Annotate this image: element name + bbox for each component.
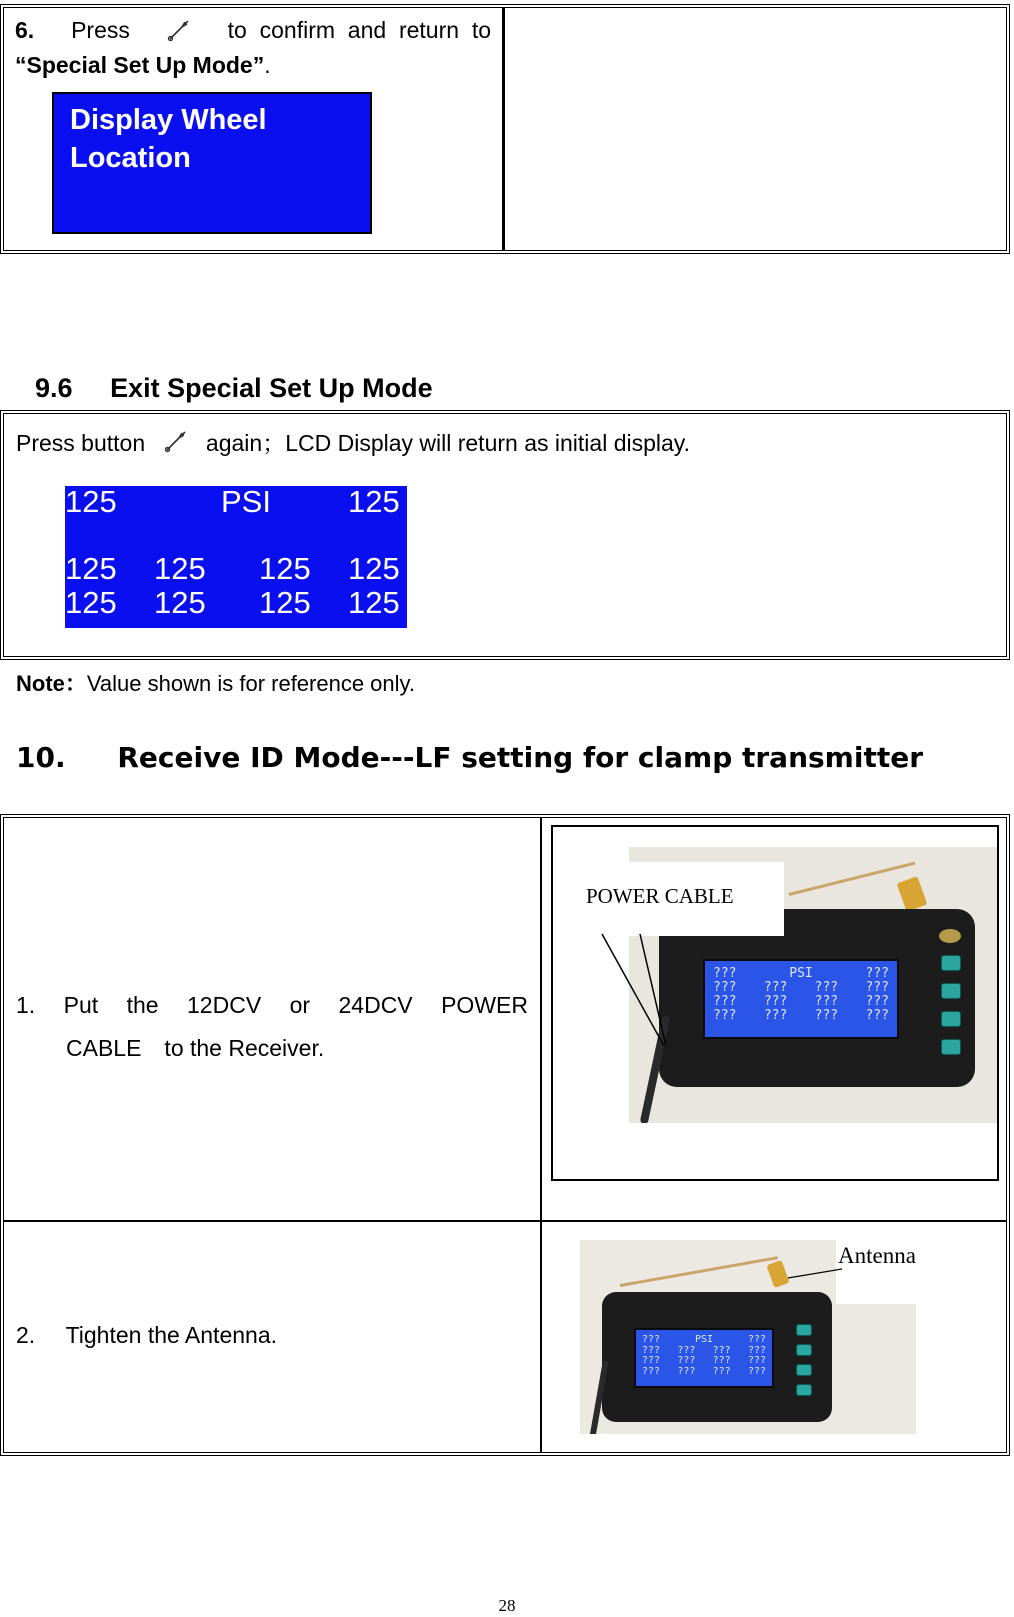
antenna-label: Antenna [838,1243,916,1268]
lcd-r2-c4: 125 [348,551,400,586]
power-cable-callout [568,862,784,936]
note-label: Note： [16,671,87,696]
step1-word: POWER [441,992,528,1018]
step1-word: or [289,992,311,1018]
lcd-r3-c3: 125 [259,585,311,620]
receiver-logo-button [939,929,961,943]
device-cell: ??? [713,994,737,1009]
step1-number: 1. [16,992,36,1018]
device-cell: ??? [642,1334,661,1345]
antenna-pointer [786,1266,846,1282]
lcd-r2-c1: 125 [65,551,117,586]
lcd-r2-c2: 125 [154,551,206,586]
power-cable-pointer [600,930,680,1070]
reference-note [16,667,415,698]
step1-word: Put [63,992,99,1018]
section-10-title: Receive ID Mode---LF setting for clamp transmitter [117,741,924,774]
lcd-r3-c2: 125 [154,585,206,620]
step6-period: . [264,52,271,78]
receiver-screen [634,1328,774,1388]
receiver-button-4 [941,1039,961,1055]
wrench-icon [164,429,188,453]
device-cell: ??? [677,1344,696,1356]
step6-confirm-text: to confirm and return to [227,16,491,43]
device-cell: ??? [642,1355,661,1366]
device-cell: ??? [814,1008,839,1023]
device-cell: ??? [713,966,737,981]
lcd-r3-c1: 125 [65,585,117,620]
device-cell: ??? [865,994,889,1009]
device-cell: ??? [712,1365,731,1377]
section-9-6-title: Exit Special Set Up Mode [110,373,433,403]
section-10-heading [16,741,923,774]
step2-text [16,1322,277,1349]
lcd-r1-right: 125 [348,484,400,519]
wrench-icon [167,18,191,42]
antenna-connector [897,876,928,912]
section-10-number: 10. [16,741,66,774]
step1-line2: CABLE to the Receiver. [66,1035,325,1061]
receiver-button-2 [941,983,961,999]
device-cell: ??? [747,1365,766,1377]
receiver-button-1 [941,955,961,971]
antenna-wire [789,862,916,896]
device-cell: ??? [814,980,839,995]
receiver-button-3 [941,1011,961,1027]
receiver-button-3 [796,1364,812,1376]
device-screen-row-2 [713,981,889,995]
device-screen-row-3 [713,995,889,1009]
device-cell: ??? [677,1365,696,1377]
section-9-6-heading [35,373,433,404]
step2-label: Tighten the Antenna. [65,1322,278,1348]
receiver-button-4 [796,1384,812,1396]
step6-divider [502,8,505,250]
receiver-photo-antenna [580,1240,916,1434]
device-screen-row-1 [713,967,889,981]
step1-word: the [126,992,159,1018]
device-cell: ??? [763,1008,788,1023]
device-screen-row-4 [713,1009,889,1023]
exit-press-label: Press button [16,430,146,456]
lcd-r1-unit: PSI [221,484,271,519]
page-number: 28 [498,1596,516,1615]
device-cell: ??? [713,980,737,995]
device-cell: ??? [747,1355,766,1366]
lcd-r1-left: 125 [65,484,117,519]
device-cell: ??? [677,1355,696,1366]
device-cell: PSI [694,1334,714,1345]
step6-mode-name: “Special Set Up Mode” [15,52,265,78]
receiver-screen [703,959,899,1039]
step1-word: 24DCV [338,992,413,1018]
device-screen-row-3 [642,1356,766,1367]
exit-instruction-rest: again；LCD Display will return as initial display. [205,430,690,456]
lcd-r2-c3: 125 [259,551,311,586]
antenna-wire [620,1256,778,1287]
device-cell: ??? [865,1008,889,1023]
receiver-button-1 [796,1324,812,1336]
device-cell: ??? [712,1355,731,1366]
device-cell: ??? [747,1334,766,1345]
lcd-line-2: Location [70,142,191,174]
device-cell: ??? [642,1365,661,1377]
device-cell: ??? [763,980,788,995]
receiver-button-2 [796,1344,812,1356]
device-cell: PSI [789,966,813,981]
step6-press-label: Press [71,16,130,43]
receive-id-col-divider [540,818,542,1452]
lcd-initial-display [65,486,407,628]
step6-number: 6. [15,16,35,43]
device-cell: ??? [763,994,788,1009]
exit-instruction [16,425,690,458]
device-cell: ??? [642,1344,661,1356]
section-9-6-number: 9.6 [35,373,73,403]
step6-text-line1 [15,14,491,46]
step1-line1 [16,992,528,1019]
device-cell: ??? [865,966,889,981]
step1-word: 12DCV [187,992,262,1018]
note-text: Value shown is for reference only. [86,671,416,696]
device-cell: ??? [814,994,839,1009]
device-cell: ??? [713,1008,737,1023]
lcd-display-wheel-location [52,92,372,234]
lcd-line-1: Display Wheel [70,104,267,136]
device-screen-row-4 [642,1367,766,1378]
lcd-r3-c4: 125 [348,585,400,620]
power-cable-label: POWER CABLE [586,884,734,908]
device-cell: ??? [865,980,889,995]
device-screen-row-1 [642,1335,766,1346]
step6-text-line2 [15,52,271,79]
receive-id-row-divider [4,1220,1006,1222]
step2-number: 2. [16,1322,36,1348]
device-cell: ??? [747,1344,766,1356]
device-cell: ??? [712,1344,731,1356]
